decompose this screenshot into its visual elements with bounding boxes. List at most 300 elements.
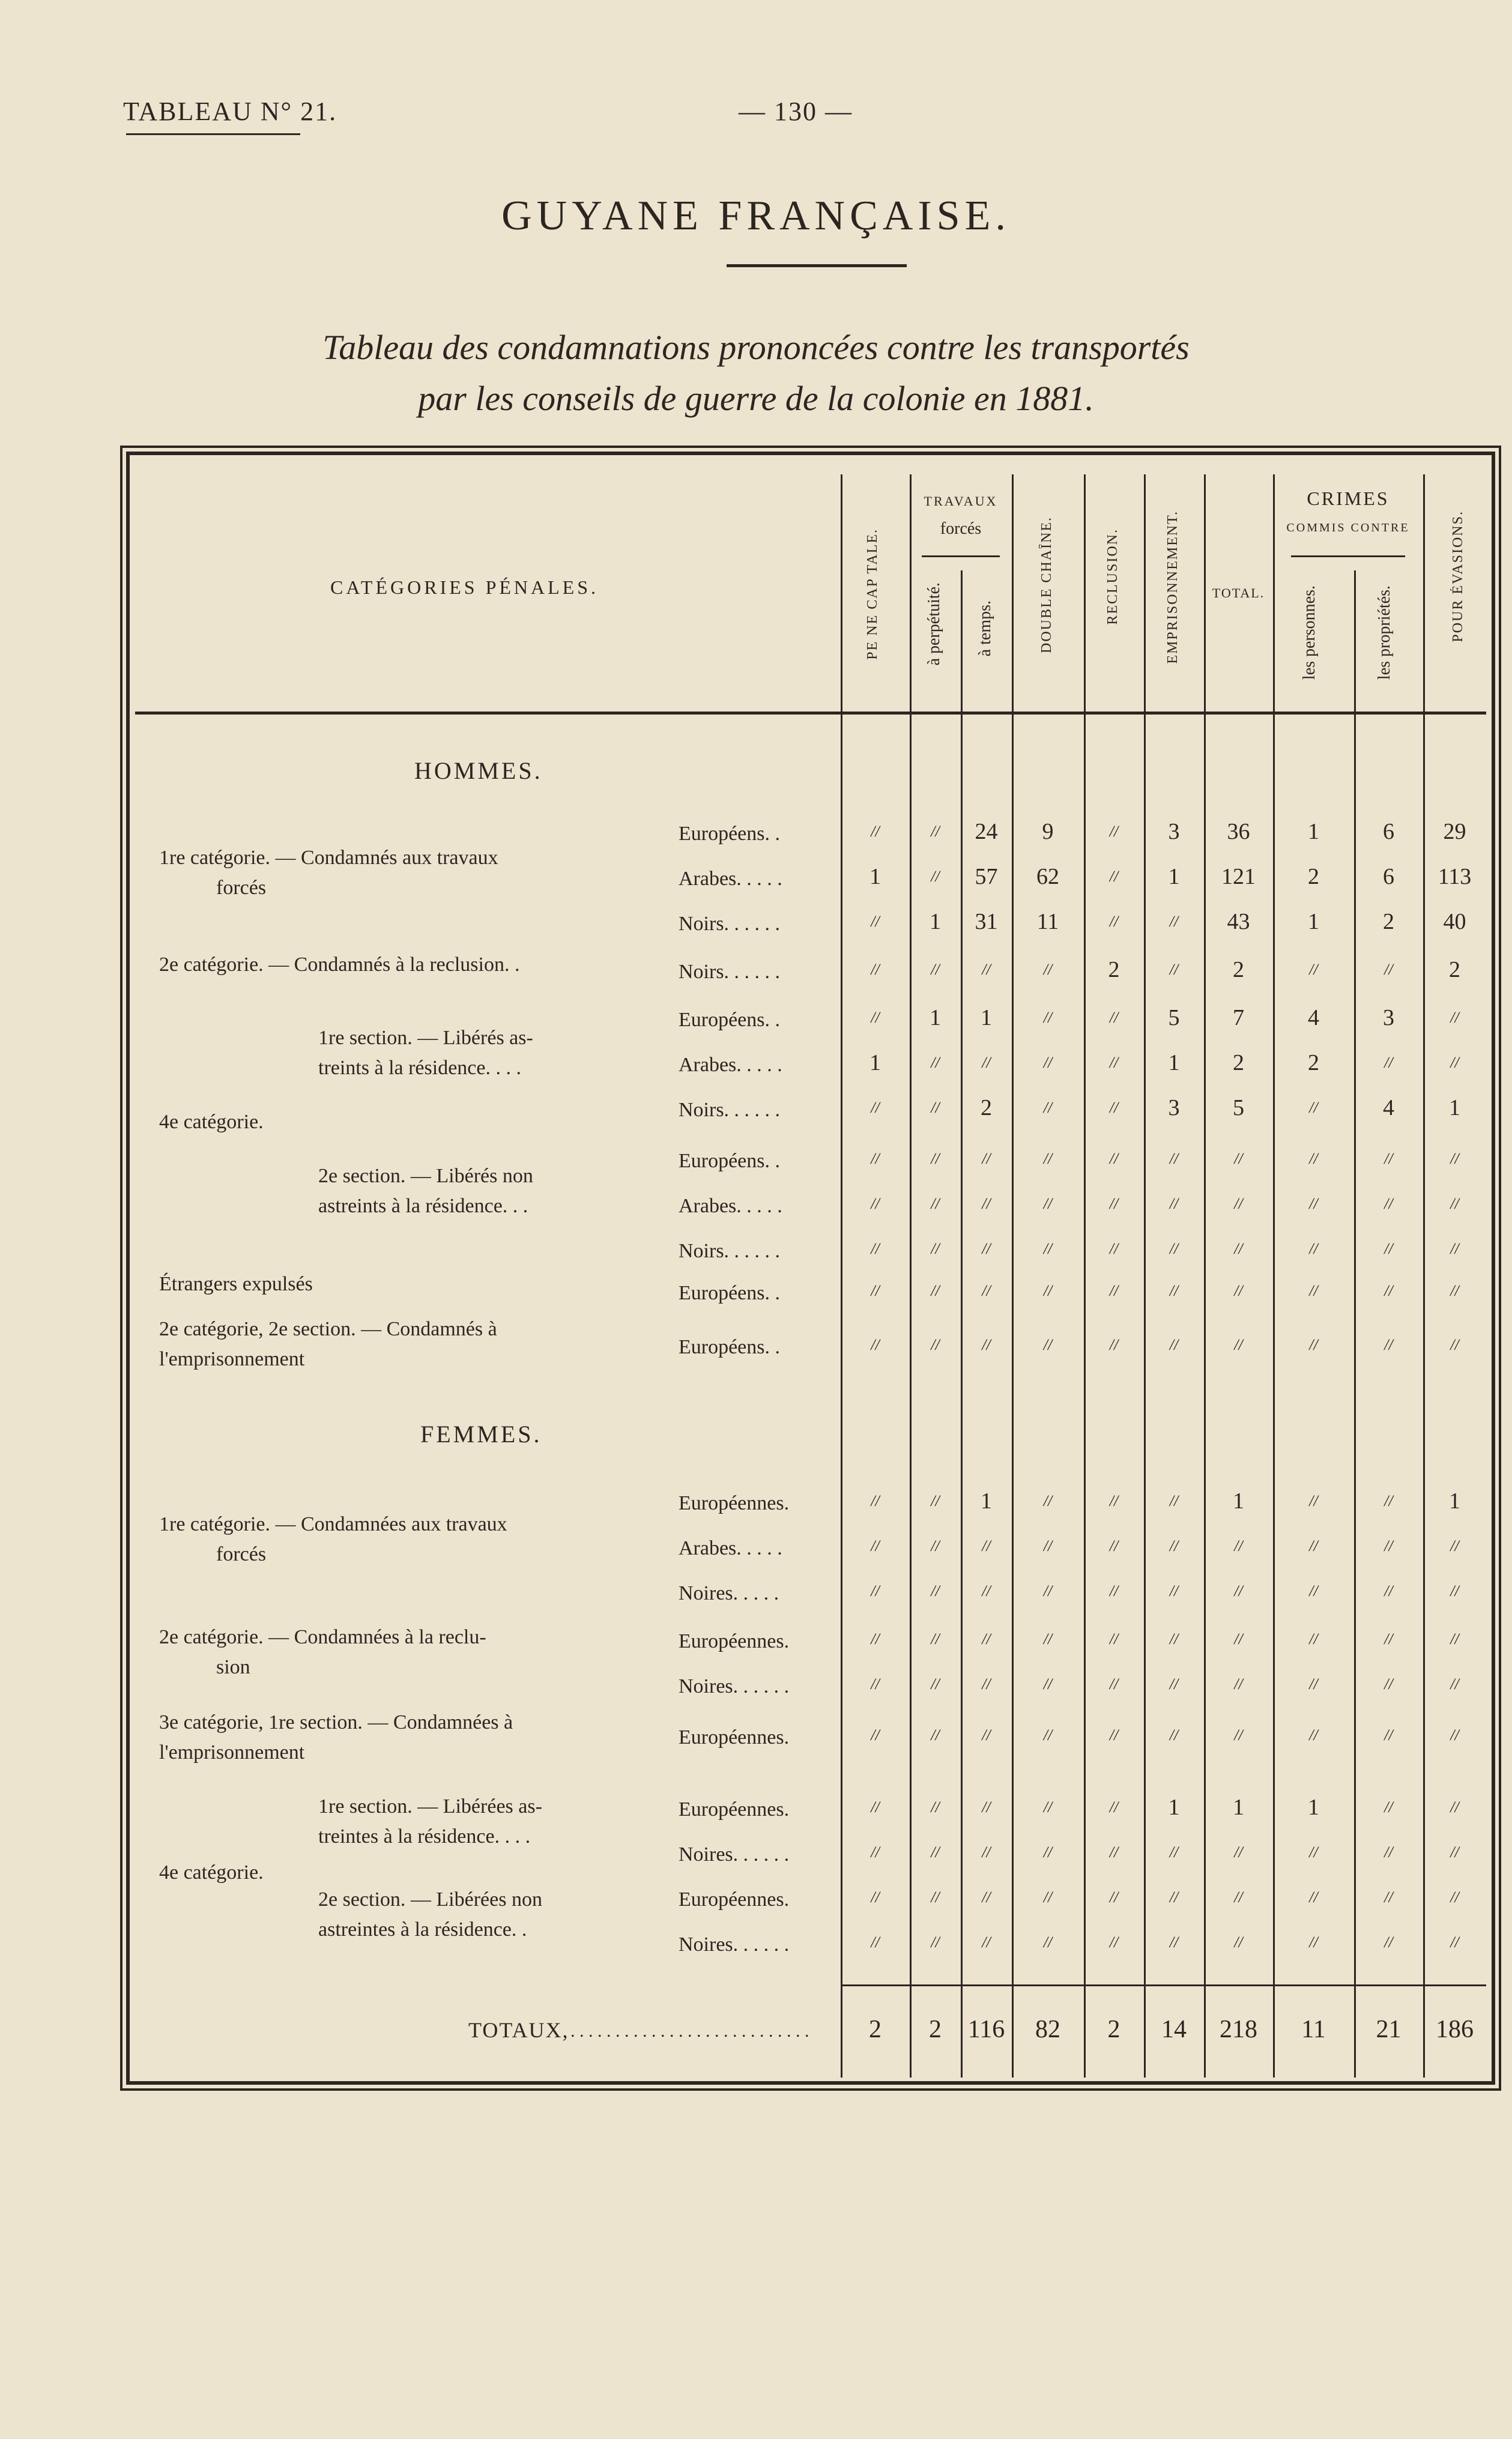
row-group-label: Européennes.: [679, 1798, 790, 1821]
table-cell: 57: [975, 864, 998, 889]
row-group-label: Noires. . . . . .: [679, 1843, 790, 1866]
header-forces: forcés: [940, 519, 982, 538]
table-cell: //: [931, 868, 940, 885]
table-cell: //: [871, 1282, 880, 1299]
header-proprietes: les propriétés.: [1375, 585, 1394, 680]
header-categories: CATÉGORIES PÉNALES.: [330, 576, 599, 598]
table-cell: //: [871, 1630, 880, 1648]
table-cell: //: [931, 1054, 940, 1071]
table-cell: //: [1384, 1582, 1393, 1600]
header-crimes: CRIMES: [1307, 488, 1390, 509]
table-cell: //: [1043, 961, 1053, 978]
header-personnes: les personnes.: [1300, 585, 1319, 680]
table-cell: 2: [981, 1095, 992, 1120]
header-underline: [126, 133, 300, 135]
table-cell: //: [982, 1150, 991, 1167]
table-cell: 5: [1168, 1005, 1180, 1030]
table-cell: //: [871, 1582, 880, 1600]
table-cell: //: [931, 1798, 940, 1816]
table-cell: //: [1384, 1150, 1393, 1167]
label-f-cat2b: sion: [216, 1656, 250, 1678]
table-cell: //: [871, 1336, 880, 1353]
table-cell: //: [982, 1933, 991, 1951]
table-cell: //: [1234, 1537, 1243, 1555]
table-cell: //: [931, 1630, 940, 1648]
table-cell: //: [982, 1630, 991, 1648]
total-cell: 116: [967, 2016, 1005, 2043]
table-cell: //: [982, 1675, 991, 1693]
table-cell: //: [1043, 1675, 1053, 1693]
table-cell: //: [871, 1240, 880, 1257]
total-cell: 21: [1376, 2016, 1402, 2043]
row-group-label: Noirs. . . . . .: [679, 1240, 781, 1262]
header-double-chaine: DOUBLE CHAÎNE.: [1039, 516, 1054, 653]
table-cell: //: [1309, 1240, 1318, 1257]
header-rule: [135, 712, 1486, 715]
table-cell: //: [1109, 1888, 1119, 1906]
table-cell: 2: [1233, 957, 1244, 982]
table-cell: //: [1043, 1726, 1053, 1744]
table-cell: //: [1384, 1282, 1393, 1299]
table-cell: //: [1109, 1933, 1119, 1951]
table-cell: //: [1169, 1933, 1179, 1951]
table-cell: //: [982, 1054, 991, 1071]
table-cell: //: [1169, 1336, 1179, 1353]
table-cell: //: [1169, 1630, 1179, 1648]
table-cell: //: [1169, 1582, 1179, 1600]
table-cell: //: [1384, 1492, 1393, 1510]
table-cell: //: [1043, 1009, 1053, 1026]
table-cell: //: [1309, 1582, 1318, 1600]
header-perpetuite: à perpétuité.: [925, 582, 943, 666]
table-cell: //: [931, 1336, 940, 1353]
table-cell: //: [1309, 1630, 1318, 1648]
table-cell: //: [871, 1798, 880, 1816]
total-cell: 186: [1436, 2016, 1474, 2043]
table-cell: //: [1309, 1843, 1318, 1861]
table-cell: //: [931, 1582, 940, 1600]
table-cell: 1: [1168, 1050, 1180, 1075]
subtitle-line-2: par les conseils de guerre de la colonie en 1881.: [418, 379, 1094, 418]
table-cell: 6: [1383, 819, 1394, 844]
table-cell: //: [931, 1282, 940, 1299]
table-cell: //: [1109, 1582, 1119, 1600]
row-group-label: Européens. .: [679, 1150, 781, 1172]
section-femmes: FEMMES.: [420, 1421, 542, 1448]
table-cell: //: [871, 1150, 880, 1167]
table-cell: 113: [1438, 864, 1472, 889]
table-cell: 7: [1233, 1005, 1244, 1030]
label-h-cat2: 2e catégorie. — Condamnés à la reclusion. .: [159, 954, 520, 976]
table-cell: //: [1169, 1537, 1179, 1555]
table-cell: //: [871, 1009, 880, 1026]
table-cell: //: [931, 1537, 940, 1555]
table-cell: //: [1109, 1240, 1119, 1257]
table-cell: //: [1169, 1150, 1179, 1167]
label-f-cat4: 4e catégorie.: [159, 1861, 264, 1884]
label-h-s1b: treints à la résidence. . . .: [318, 1057, 521, 1079]
table-cell: //: [982, 1726, 991, 1744]
table-cell: //: [871, 823, 880, 840]
table-number: TABLEAU N° 21.: [123, 97, 337, 126]
table-cell: //: [982, 1240, 991, 1257]
table-cell: //: [1043, 1630, 1053, 1648]
table-cell: //: [1450, 1933, 1459, 1951]
table-cell: //: [1043, 1336, 1053, 1353]
table-cell: //: [1043, 1195, 1053, 1212]
table-cell: //: [1384, 1630, 1393, 1648]
label-totaux: TOTAUX,: [468, 2018, 569, 2042]
table-cell: 3: [1168, 819, 1180, 844]
label-h-cat1b: forcés: [216, 877, 267, 899]
table-cell: 1: [1308, 1795, 1319, 1820]
table-cell: //: [982, 1843, 991, 1861]
total-cell: 11: [1301, 2016, 1326, 2043]
table-cell: //: [1043, 1798, 1053, 1816]
table-cell: //: [1234, 1888, 1243, 1906]
table-cell: 121: [1221, 864, 1256, 889]
row-group-label: Noirs. . . . . .: [679, 961, 781, 983]
table-cell: //: [1384, 1798, 1393, 1816]
table-cell: //: [1309, 1933, 1318, 1951]
table-cell: //: [1450, 1240, 1459, 1257]
row-group-label: Européens. .: [679, 1282, 781, 1304]
row-group-label: Noires. . . . . .: [679, 1675, 790, 1697]
table-cell: //: [1043, 1099, 1053, 1116]
table-cell: //: [1450, 1150, 1459, 1167]
table-cell: //: [1309, 1675, 1318, 1693]
table-cell: //: [1234, 1336, 1243, 1353]
table-cell: //: [1450, 1054, 1459, 1071]
table-cell: //: [982, 961, 991, 978]
table-cell: //: [1169, 961, 1179, 978]
table-cell: //: [1234, 1240, 1243, 1257]
table-cell: //: [1043, 1282, 1053, 1299]
table-cell: //: [931, 1240, 940, 1257]
row-group-label: Européennes.: [679, 1888, 790, 1911]
table-cell: //: [982, 1537, 991, 1555]
table-cell: //: [1309, 1099, 1318, 1116]
table-cell: //: [1384, 1675, 1393, 1693]
table-cell: //: [931, 1150, 940, 1167]
table-cell: //: [1309, 1150, 1318, 1167]
table-cell: 62: [1036, 864, 1059, 889]
table-cell: //: [1234, 1630, 1243, 1648]
table-cell: //: [1043, 1537, 1053, 1555]
table-cell: //: [1043, 1150, 1053, 1167]
table-cell: //: [1384, 1726, 1393, 1744]
table-cell: 24: [975, 819, 998, 844]
table-cell: //: [871, 1195, 880, 1212]
label-h-s1: 1re section. — Libérés as-: [318, 1027, 533, 1049]
label-f-cat1: 1re catégorie. — Condamnées aux travaux: [159, 1513, 507, 1535]
label-f-s2: 2e section. — Libérées non: [318, 1888, 542, 1911]
table-cell: 29: [1443, 819, 1466, 844]
table-cell: //: [1043, 1240, 1053, 1257]
total-cell: 82: [1035, 2016, 1060, 2043]
table-cell: //: [1109, 1054, 1119, 1071]
table-cell: //: [1309, 1537, 1318, 1555]
table-cell: 1: [1233, 1488, 1244, 1514]
table-cell: //: [1109, 868, 1119, 885]
row-group-label: Noires. . . . . .: [679, 1933, 790, 1956]
table-cell: //: [931, 1675, 940, 1693]
table-cell: //: [982, 1582, 991, 1600]
table-cell: //: [1384, 1843, 1393, 1861]
table-cell: //: [871, 913, 880, 930]
label-h-emp: 2e catégorie, 2e section. — Condamnés à: [159, 1318, 497, 1340]
table-cell: //: [871, 1537, 880, 1555]
subtitle-line-1: Tableau des condamnations prononcées contre les transportés: [322, 328, 1190, 367]
table-cell: //: [1169, 1726, 1179, 1744]
table-cell: //: [1109, 1099, 1119, 1116]
table-cell: //: [931, 1099, 940, 1116]
table-cell: //: [1234, 1150, 1243, 1167]
table-cell: //: [871, 1726, 880, 1744]
table-cell: 1: [1308, 909, 1319, 934]
total-cell: 218: [1220, 2016, 1257, 2043]
header-evasions: POUR ÉVASIONS.: [1450, 510, 1466, 642]
table-cell: //: [931, 1726, 940, 1744]
table-cell: 1: [869, 1050, 881, 1075]
table-cell: //: [931, 961, 940, 978]
total-cell: 14: [1161, 2016, 1187, 2043]
table-cell: //: [1309, 1726, 1318, 1744]
table-cell: 4: [1383, 1095, 1394, 1120]
table-cell: //: [1234, 1843, 1243, 1861]
table-cell: //: [1234, 1726, 1243, 1744]
table-cell: //: [1109, 913, 1119, 930]
label-f-s1b: treintes à la résidence. . . .: [318, 1825, 531, 1848]
row-group-label: Arabes. . . . .: [679, 1054, 782, 1076]
table-cell: //: [1450, 1582, 1459, 1600]
table-cell: //: [1450, 1195, 1459, 1212]
table-cell: //: [1109, 1675, 1119, 1693]
table-cell: //: [1043, 1582, 1053, 1600]
table-cell: //: [1450, 1537, 1459, 1555]
table-cell: //: [1234, 1675, 1243, 1693]
table-cell: //: [982, 1336, 991, 1353]
totaux-leader: . . . . . . . . . . . . . . . . . . . . . . . . . . .: [570, 2021, 809, 2041]
table-cell: 11: [1036, 909, 1059, 934]
table-cell: //: [1234, 1282, 1243, 1299]
row-group-label: Européennes.: [679, 1726, 790, 1748]
label-f-s2b: astreintes à la résidence. .: [318, 1918, 527, 1941]
table-cell: //: [1450, 1888, 1459, 1906]
table-cell: //: [1109, 1843, 1119, 1861]
table-cell: //: [1109, 1282, 1119, 1299]
label-h-s2: 2e section. — Libérés non: [318, 1165, 533, 1187]
table-cell: 3: [1168, 1095, 1180, 1120]
row-group-label: Européens. .: [679, 1009, 781, 1031]
table-cell: //: [1169, 1492, 1179, 1510]
table-cell: //: [1450, 1630, 1459, 1648]
table-cell: //: [1043, 1492, 1053, 1510]
table-cell: //: [982, 1282, 991, 1299]
label-f-cat3: 3e catégorie, 1re section. — Condamnées à: [159, 1711, 513, 1733]
row-group-label: Arabes. . . . .: [679, 1195, 782, 1217]
table-cell: 2: [1449, 957, 1460, 982]
section-hommes: HOMMES.: [414, 757, 543, 784]
table-cell: 2: [1308, 1050, 1319, 1075]
table-cell: //: [871, 1888, 880, 1906]
table-cell: //: [1109, 1798, 1119, 1816]
table-cell: //: [1169, 1195, 1179, 1212]
table-cell: //: [1169, 1843, 1179, 1861]
table-cell: //: [1169, 913, 1179, 930]
table-cell: //: [931, 1492, 940, 1510]
total-cell: 2: [1107, 2016, 1120, 2043]
table-cell: //: [1450, 1282, 1459, 1299]
table-cell: //: [1043, 1888, 1053, 1906]
header-emprisonnement: EMPRISONNEMENT.: [1165, 510, 1181, 664]
label-f-cat2: 2e catégorie. — Condamnées à la reclu-: [159, 1626, 486, 1648]
label-f-s1: 1re section. — Libérées as-: [318, 1795, 542, 1818]
table-cell: //: [1309, 1336, 1318, 1353]
header-total: TOTAL.: [1212, 585, 1265, 600]
total-cell: 2: [869, 2016, 881, 2043]
table-cell: //: [1043, 1933, 1053, 1951]
table-cell: 31: [975, 909, 998, 934]
table-cell: //: [1169, 1675, 1179, 1693]
table-cell: //: [1309, 1195, 1318, 1212]
table-cell: //: [1384, 1888, 1393, 1906]
label-f-cat3b: l'emprisonnement: [159, 1741, 305, 1764]
table-cell: //: [1309, 1888, 1318, 1906]
row-group-label: Noirs. . . . . .: [679, 1099, 781, 1121]
header-temps: à temps.: [976, 600, 994, 657]
label-h-s2b: astreints à la résidence. . .: [318, 1195, 528, 1217]
table-cell: 3: [1383, 1005, 1394, 1030]
label-f-cat1b: forcés: [216, 1543, 267, 1565]
row-group-label: Européennes.: [679, 1492, 790, 1514]
table-cell: 1: [1168, 1795, 1180, 1820]
table-cell: //: [1109, 1630, 1119, 1648]
table-cell: 2: [1308, 864, 1319, 889]
row-group-label: Européens. .: [679, 823, 781, 845]
table-cell: 43: [1227, 909, 1250, 934]
table-cell: //: [1109, 1537, 1119, 1555]
label-h-empb: l'emprisonnement: [159, 1348, 305, 1370]
table-cell: //: [1109, 1009, 1119, 1026]
table-cell: //: [871, 1843, 880, 1861]
table-cell: 4: [1308, 1005, 1319, 1030]
table-cell: //: [871, 1492, 880, 1510]
table-cell: //: [1109, 1336, 1119, 1353]
table-cell: 1: [1449, 1095, 1460, 1120]
label-h-cat4: 4e catégorie.: [159, 1111, 264, 1133]
table-cell: //: [1234, 1933, 1243, 1951]
table-cell: //: [1384, 1195, 1393, 1212]
table-cell: //: [1109, 823, 1119, 840]
totals-rule: [841, 1984, 1486, 1986]
table-cell: //: [1043, 1054, 1053, 1071]
table-cell: 2: [1108, 957, 1120, 982]
table-cell: //: [1109, 1150, 1119, 1167]
table-cell: 6: [1383, 864, 1394, 889]
table-cell: //: [871, 1099, 880, 1116]
table-cell: //: [1384, 961, 1393, 978]
table-cell: //: [1384, 1054, 1393, 1071]
table-cell: 1: [1168, 864, 1180, 889]
table-cell: //: [1384, 1336, 1393, 1353]
row-group-label: Noires. . . . .: [679, 1582, 779, 1604]
table-cell: //: [1384, 1537, 1393, 1555]
table-cell: //: [1234, 1195, 1243, 1212]
table-cell: //: [1450, 1675, 1459, 1693]
table-cell: 1: [930, 909, 941, 934]
table-cell: //: [1109, 1726, 1119, 1744]
table-cell: 1: [869, 864, 881, 889]
row-group-label: Européens. .: [679, 1336, 781, 1358]
table-cell: //: [931, 823, 940, 840]
table-cell: //: [871, 961, 880, 978]
table-cell: //: [1043, 1843, 1053, 1861]
table-cell: //: [931, 1888, 940, 1906]
row-group-label: Noirs. . . . . .: [679, 913, 781, 935]
table-cell: 1: [981, 1488, 992, 1514]
title-rule: [727, 264, 907, 267]
table-cell: 40: [1443, 909, 1466, 934]
table-cell: //: [931, 1843, 940, 1861]
header-pe: PE NE CAP TALE.: [865, 528, 880, 660]
table-cell: 1: [1308, 819, 1319, 844]
table-cell: //: [1309, 961, 1318, 978]
table-cell: //: [1450, 1843, 1459, 1861]
table-cell: //: [1309, 1492, 1318, 1510]
table-cell: 1: [930, 1005, 941, 1030]
row-group-label: Arabes. . . . .: [679, 1537, 782, 1559]
table-cell: //: [1384, 1240, 1393, 1257]
table-cell: 1: [1233, 1795, 1244, 1820]
table-cell: //: [871, 1675, 880, 1693]
table-cell: //: [1384, 1933, 1393, 1951]
table-cell: 1: [1449, 1488, 1460, 1514]
total-cell: 2: [929, 2016, 942, 2043]
table-cell: 1: [981, 1005, 992, 1030]
table-cell: //: [1450, 1798, 1459, 1816]
label-h-cat1: 1re catégorie. — Condamnés aux travaux: [159, 847, 498, 869]
table-cell: //: [1309, 1282, 1318, 1299]
page-title: GUYANE FRANÇAISE.: [501, 193, 1011, 239]
table-cell: //: [1450, 1009, 1459, 1026]
table-cell: 9: [1042, 819, 1054, 844]
row-group-label: Arabes. . . . .: [679, 868, 782, 890]
header-commis-contre: COMMIS CONTRE: [1286, 521, 1410, 534]
table-cell: 5: [1233, 1095, 1244, 1120]
table-cell: //: [1450, 1726, 1459, 1744]
table-cell: //: [1234, 1582, 1243, 1600]
header-reclusion: RECLUSION.: [1105, 528, 1120, 625]
table-cell: //: [982, 1888, 991, 1906]
table-cell: //: [1109, 1492, 1119, 1510]
table-cell: //: [982, 1195, 991, 1212]
table-cell: //: [931, 1195, 940, 1212]
table-cell: 2: [1233, 1050, 1244, 1075]
table-cell: //: [1109, 1195, 1119, 1212]
header-travaux: TRAVAUX: [924, 494, 998, 509]
table-cell: //: [982, 1798, 991, 1816]
table-cell: //: [1169, 1282, 1179, 1299]
header-brace: [922, 555, 1000, 557]
row-group-label: Européennes.: [679, 1630, 790, 1652]
page-number: — 130 —: [739, 97, 853, 126]
table-cell: //: [871, 1933, 880, 1951]
table-cell: 36: [1227, 819, 1250, 844]
table-cell: //: [1169, 1240, 1179, 1257]
label-h-etrangers: Étrangers expulsés: [159, 1273, 313, 1295]
table-cell: //: [931, 1933, 940, 1951]
